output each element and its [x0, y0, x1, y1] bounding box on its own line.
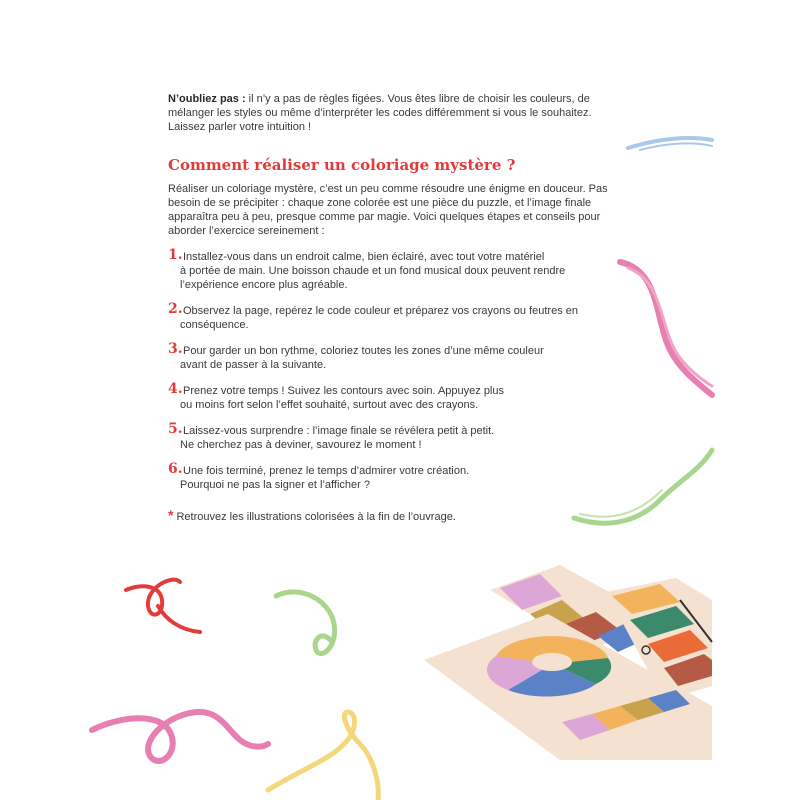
step-text: l’expérience encore plus agréable.: [180, 279, 348, 291]
section-heading: Comment réaliser un coloriage mystère ?: [168, 156, 516, 174]
step-number: 4.: [168, 381, 183, 397]
step-item: [168, 341, 630, 384]
steps-list: [168, 247, 630, 504]
step-number: 2.: [168, 301, 183, 317]
intro-paragraph: [168, 92, 630, 134]
yellow-brush-stroke: [268, 712, 378, 800]
footnote-text: Retrouvez les illustrations colorisées à la fin de l’ouvrage.: [176, 511, 456, 523]
step-text: Laissez-vous surprendre : l’image finale se révélera petit à petit.: [183, 425, 495, 437]
step-text: Ne cherchez pas à deviner, savourez le moment !: [180, 439, 422, 451]
step-item: [168, 381, 630, 424]
green-brush-stroke-middle: [276, 592, 335, 654]
step-text: Observez la page, repérez le code couleur et préparez vos crayons ou feutres en: [183, 305, 579, 317]
step-text: Prenez votre temps ! Suivez les contours avec soin. Appuyez plus: [183, 385, 504, 397]
step-item: [168, 461, 630, 504]
intro-bold-label: N’oubliez pas :: [168, 93, 246, 105]
step-text: avant de passer à la suivante.: [180, 359, 327, 371]
step-item: [168, 421, 630, 464]
step-number: 1.: [168, 247, 183, 263]
lead-paragraph: Réaliser un coloriage mystère, c’est un peu comme résoudre une énigme en douceur. Pas besoin de se précipiter : chaque zone colorée est une pièce du puzzle, et l’image finale apparaîtra peu à peu, presque comme par magie. Voici quelques étapes et conseils pour aborder l’exercice sereinement :: [168, 183, 608, 237]
red-brush-stroke: [126, 580, 200, 632]
step-text: conséquence.: [180, 319, 249, 331]
step-item: [168, 247, 630, 304]
step-item: [168, 301, 630, 344]
step-text: Installez-vous dans un endroit calme, bien éclairé, avec tout votre matériel: [183, 251, 545, 263]
footnote: [168, 508, 456, 524]
step-text: Pourquoi ne pas la signer et l’afficher ?: [180, 479, 370, 491]
step-number: 5.: [168, 421, 183, 437]
pink-brush-stroke-bottom: [92, 712, 268, 761]
step-text: ou moins fort selon l’effet souhaité, surtout avec des crayons.: [180, 399, 479, 411]
asterisk-icon: *: [168, 507, 174, 523]
step-text: Une fois terminé, prenez le temps d’admirer votre création.: [183, 465, 470, 477]
step-text: Pour garder un bon rythme, coloriez toutes les zones d’une même couleur: [183, 345, 544, 357]
intro-text: il n’y a pas de règles figées. Vous êtes libre de choisir les couleurs, de mélanger les styles ou même d’interpréter les codes différemment si vous le souhaitez. Laissez parler votre intuition !: [168, 93, 592, 133]
step-number: 3.: [168, 341, 183, 357]
step-number: 6.: [168, 461, 183, 477]
step-text: à portée de main. Une boisson chaude et un fond musical doux peuvent rendre: [180, 265, 566, 277]
